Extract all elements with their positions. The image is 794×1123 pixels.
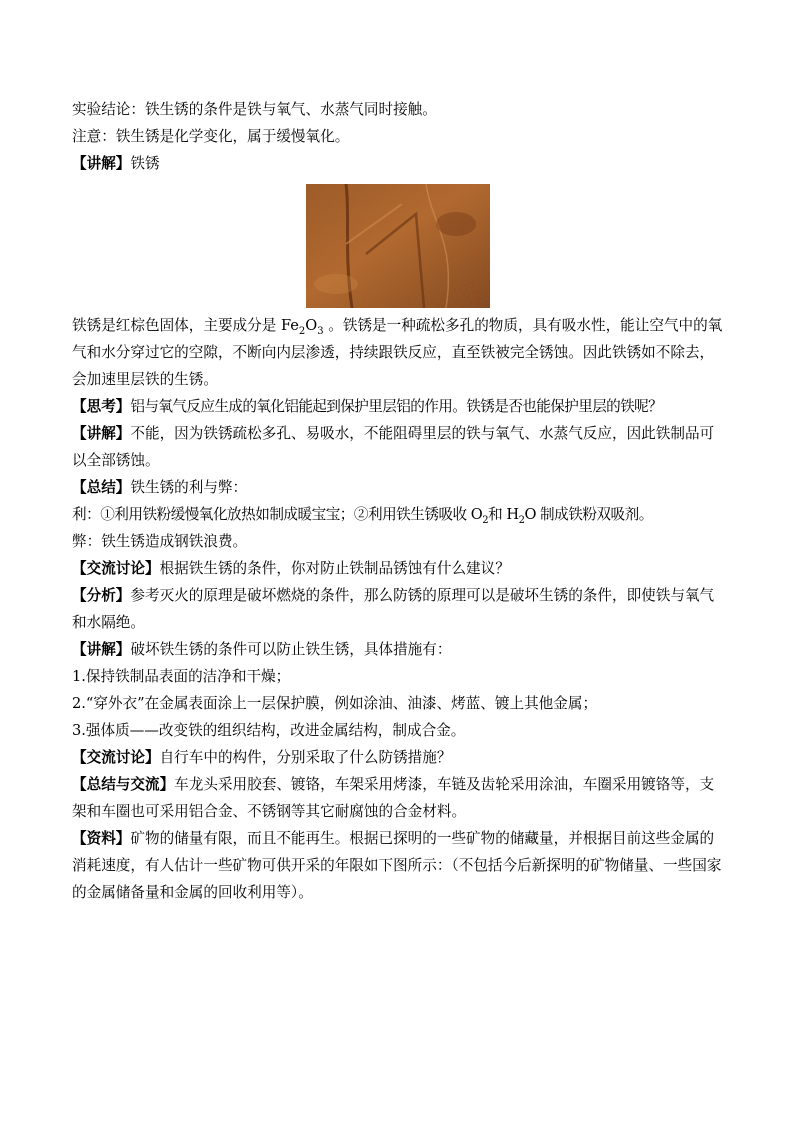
section-tag: 【总结】	[72, 479, 131, 496]
subscript: 2	[298, 325, 306, 337]
section-tag: 【交流讨论】	[72, 560, 160, 577]
section-tag: 【交流讨论】	[72, 749, 160, 766]
section-text: 矿物的储量有限，而且不能再生。根据已探明的一些矿物的储藏量，并根据目前这些金属的消耗速度，有人估计一些矿物可供开采的年限如下图所示：（不包括今后新探明的矿物储量、一些国家的金属储备量和金属的回收利用等）。	[72, 830, 722, 901]
section-tag: 【讲解】	[72, 155, 131, 172]
subscript: 3	[317, 325, 324, 337]
section-text: 铁生锈的利与弊：	[130, 479, 248, 496]
section-text: 自行车中的构件，分别采取了什么防锈措施？	[159, 749, 452, 766]
discussion-2	[72, 744, 724, 771]
section-text: 车龙头采用胶套、镀铬，车架采用烤漆，车链及齿轮采用涂油，车圈采用镀铬等，支架和车圈也可采用铝合金、不锈钢等其它耐腐蚀的合金材料。	[72, 776, 715, 820]
section-text: 破坏铁生锈的条件可以防止铁生锈，具体措施有：	[130, 641, 452, 658]
think-line	[72, 393, 724, 420]
section-tag: 【思考】	[72, 398, 131, 415]
document-page	[72, 96, 724, 906]
measure-item-1: 1.保持铁制品表面的洁净和干燥；	[72, 668, 291, 685]
section-tag: 【总结与交流】	[72, 776, 175, 793]
summary-exchange	[72, 771, 724, 825]
section-text: 根据铁生锈的条件，你对防止铁制品锈蚀有什么建议？	[159, 560, 510, 577]
benefit-part: O 制成铁粉双吸剂。	[524, 506, 653, 523]
analysis-line	[72, 582, 724, 636]
measure-item-2: 2.“穿外衣”在金属表面涂上一层保护膜，例如涂油、油漆、烤蓝、镀上其他金属；	[72, 695, 598, 712]
benefit-part: 利：①利用铁粉缓慢氧化放热如制成暖宝宝；②利用铁生锈吸收 O	[72, 506, 483, 523]
lecture-rust-heading	[72, 150, 724, 177]
subscript: 2	[482, 514, 489, 526]
rust-figure	[72, 184, 724, 308]
material-paragraph	[72, 825, 724, 906]
section-tag: 【讲解】	[72, 641, 131, 658]
rust-desc-part: O	[305, 317, 318, 334]
section-text: 参考灭火的原理是破坏燃烧的条件，那么防锈的原理可以是破坏生锈的条件，即使铁与氧气和水隔绝。	[72, 587, 715, 631]
rust-desc-part: 。铁锈是一种疏松多孔的物质，具有吸水性，能让空气中的氧气和水分穿过它的空隙，不断向内层渗透，持续跟铁反应，直至铁被完全锈蚀。因此铁锈如不除去，会加速里层铁的生锈。	[72, 317, 723, 388]
summary-heading	[72, 474, 724, 501]
note-line: 注意：铁生锈是化学变化，属于缓慢氧化。	[72, 128, 350, 145]
lecture-answer	[72, 420, 724, 474]
discussion-1	[72, 555, 724, 582]
benefit-part: 和 H	[488, 506, 519, 523]
section-tag: 【分析】	[72, 587, 131, 604]
rust-desc-part: 铁锈是红棕色固体，主要成分是 Fe	[72, 317, 299, 334]
rust-description	[72, 312, 724, 393]
section-text: 铝与氧气反应生成的氧化铝能起到保护里层铝的作用。铁锈是否也能保护里层的铁呢？	[130, 398, 663, 415]
section-tag: 【资料】	[72, 830, 131, 847]
section-text: 铁锈	[130, 155, 160, 172]
subscript: 2	[518, 514, 525, 526]
conclusion-line: 实验结论：铁生锈的条件是铁与氧气、水蒸气同时接触。	[72, 101, 437, 118]
section-text: 不能，因为铁锈疏松多孔、易吸水，不能阻碍里层的铁与氧气、水蒸气反应，因此铁制品可以全部锈蚀。	[72, 425, 715, 469]
harm-line: 弊：铁生锈造成钢铁浪费。	[72, 533, 248, 550]
rust-photo-icon	[306, 184, 490, 308]
measure-item-3: 3.强体质——改变铁的组织结构，改进金属结构，制成合金。	[72, 722, 466, 739]
lecture-measures	[72, 636, 724, 663]
benefit-line	[72, 501, 724, 528]
section-tag: 【讲解】	[72, 425, 131, 442]
